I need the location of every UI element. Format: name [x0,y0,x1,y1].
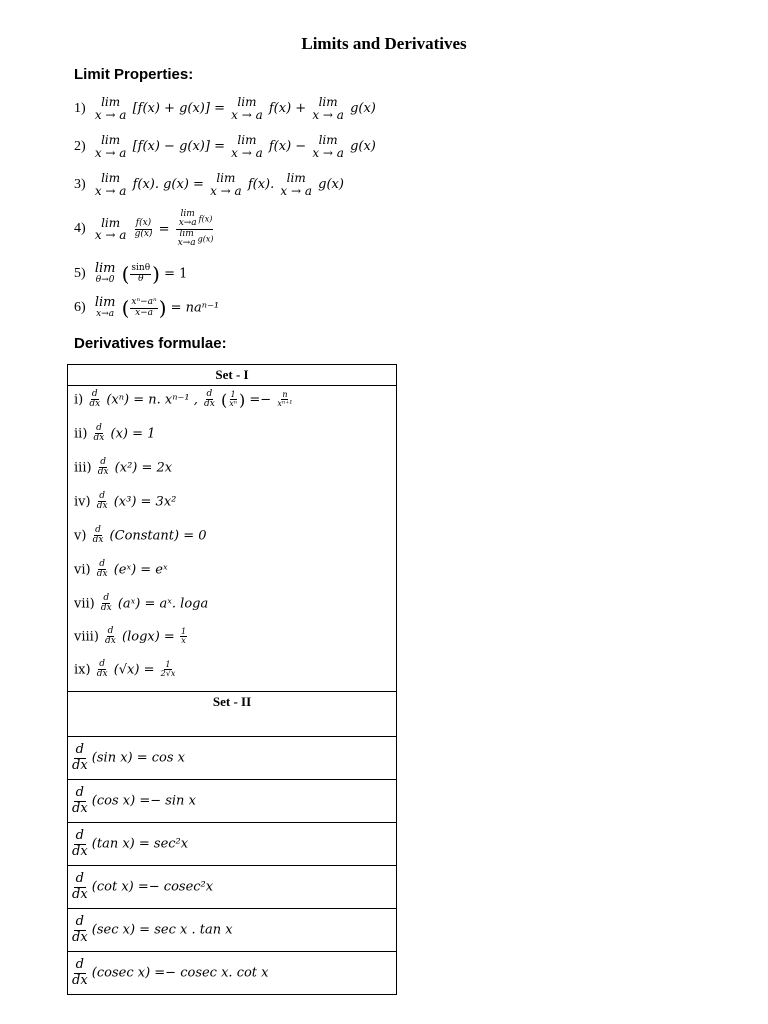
limit-operator: lim x → a [231,133,263,160]
derivative-v: v) $\frac{d}{dx}$ (Constant) = 0 [74,525,207,546]
derivative-iii: iii) $\frac{d}{dx}$ (x²) = 2x [74,457,173,478]
derivative-vii: vii) $\frac{d}{dx}$ (aˣ) = aˣ. loga [74,593,209,614]
derivative-iv: iv) $\frac{d}{dx}$ (x³) = 3x² [74,491,177,512]
limit-properties-heading: Limit Properties: [74,66,194,83]
formula-number: 2) [74,138,86,154]
derivative-ii: ii) $\frac{d}{dx}$ (x) = 1 [74,423,156,444]
limit-operator: lim x → a [94,133,127,160]
fraction: $\frac{f(x)}{g(x)}$ [134,218,153,239]
derivative-i: i) $\frac{d}{dx}$ (xⁿ) = n. xⁿ⁻¹ , $\frac{d}{dx}$ ( $\frac{1}{\text{xⁿ}}$ ) =− $\frac{n}{\text{xⁿ⁺¹}}$ [74,389,293,410]
set-2-heading: Set - II [68,692,397,737]
limit-ratio-fraction: lim x→a f(x) lim x→a g(x) [177,209,214,249]
limit-operator: lim x → a [210,171,242,198]
limit-property-4: 4) lim x → a $\frac{f(x)}{g(x)}$ = lim x→a f(x) lim x→a g(x) [74,209,214,249]
limit-property-1: 1) lim x → a [f(x) + g(x)] = lim x → a f(x) + lim x → a g(x) [74,95,376,122]
formula-number: 1) [74,100,86,116]
derivative-ix: ix) $\frac{d}{dx}$ (√x) = $\frac{1}{2√x}$ [74,659,176,680]
limit-property-3: 3) lim x → a f(x). g(x) = lim x → a f(x). lim x → a g(x) [74,171,344,198]
derivative-viii: viii) $\frac{d}{dx}$ (logx) = $\frac{1}{x}$ [74,626,187,647]
formula-number: 6) [74,300,86,315]
formula-number: 3) [74,176,86,192]
limit-operator: lim x→a [94,295,116,320]
limit-operator: lim θ→0 [94,261,116,286]
derivative-vi: vi) $\frac{d}{dx}$ (eˣ) = eˣ [74,559,168,580]
fraction: $\frac{\sin\theta}{\theta}$ [131,263,151,284]
page-title: Limits and Derivatives [301,34,467,53]
fraction: $\frac{\text{xⁿ−aⁿ}}{x-a}$ [131,297,157,318]
derivative-cosec: $\frac{d}{dx}$ (cosec x) =− cosec x. cot x [68,952,397,995]
limit-operator: lim x → a [280,171,312,198]
derivative-cos: $\frac{d}{dx}$ (cos x) =− sin x [68,780,397,823]
limit-property-2: 2) lim x → a [f(x) − g(x)] = lim x → a f(x) − lim x → a g(x) [74,133,376,160]
derivatives-table [67,364,397,995]
limit-operator: lim x → a [312,95,344,122]
limit-operator: lim x → a [94,215,127,243]
limit-operator: lim x → a [94,171,127,198]
limit-property-5: 5) lim θ→0 ( $\frac{\sin\theta}{\theta}$ ) = 1 [74,261,188,286]
set-1-heading: Set - I [68,365,397,386]
formula-number: 4) [74,221,86,237]
derivative-tan: $\frac{d}{dx}$ (tan x) = sec²x [68,823,397,866]
derivative-cot: $\frac{d}{dx}$ (cot x) =− cosec²x [68,866,397,909]
derivative-sin: $\frac{d}{dx}$ (sin x) = cos x [68,737,397,780]
limit-property-6: 6) lim x→a ( $\frac{\text{xⁿ−aⁿ}}{x-a}$ ) = naⁿ⁻¹ [74,295,220,320]
set-1-formulas [68,386,397,692]
derivatives-heading: Derivatives formulae: [74,335,227,352]
limit-operator: lim x → a [231,95,263,122]
derivative-sec: $\frac{d}{dx}$ (sec x) = sec x . tan x [68,909,397,952]
formula-number: 5) [74,266,86,281]
limit-operator: lim x → a [312,133,344,160]
limit-operator: lim x → a [94,95,127,122]
